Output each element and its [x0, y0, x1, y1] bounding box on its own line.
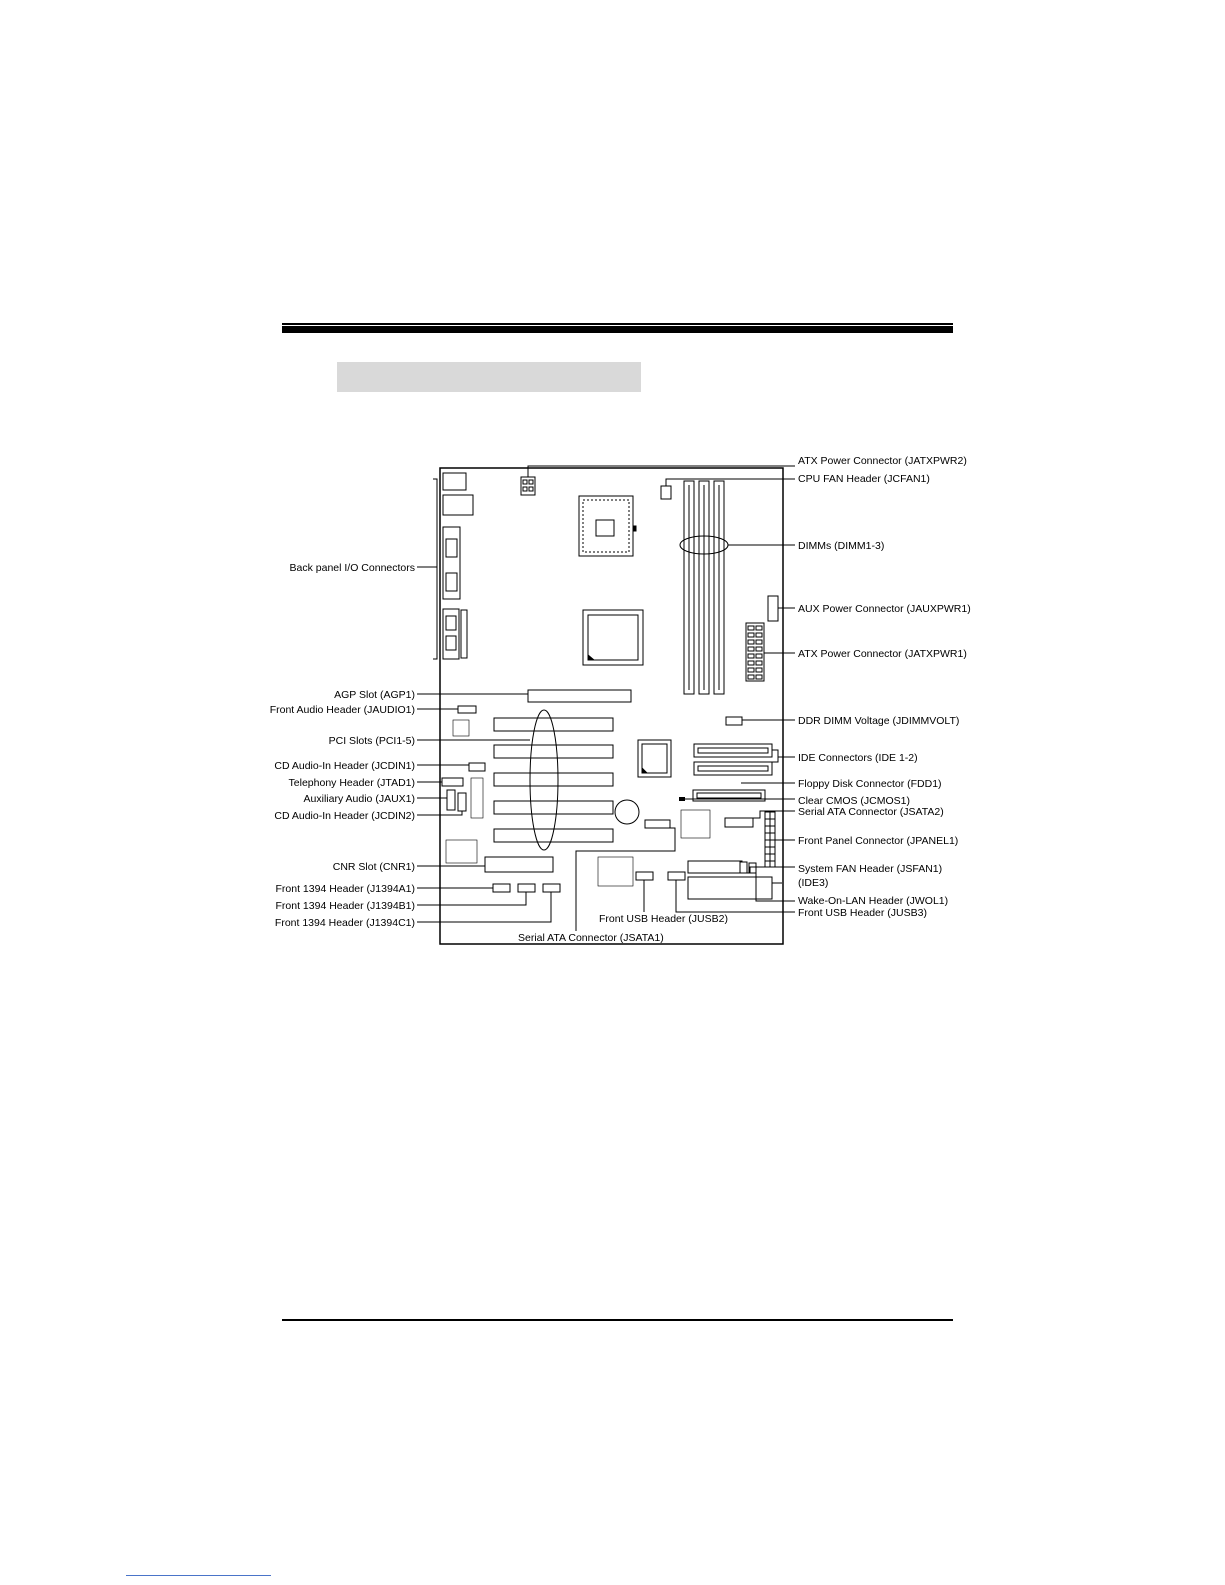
label-wol: Wake-On-LAN Header (JWOL1) [798, 895, 949, 907]
label-atx-power-1: ATX Power Connector (JATXPWR1) [798, 648, 967, 660]
label-1394a: Front 1394 Header (J1394A1) [275, 883, 415, 895]
label-ddr-dimm-voltage: DDR DIMM Voltage (JDIMMVOLT) [798, 715, 960, 727]
front-panel-connector [765, 812, 775, 867]
label-cd-in-2: CD Audio-In Header (JCDIN2) [274, 810, 415, 822]
north-bridge-chip [583, 610, 643, 665]
aux-power-connector [768, 596, 778, 621]
label-cd-in-1: CD Audio-In Header (JCDIN1) [274, 760, 415, 772]
front-audio-header [458, 706, 476, 713]
footnote-rule [126, 1575, 271, 1576]
clear-cmos-jumper [679, 797, 685, 801]
label-clear-cmos: Clear CMOS (JCMOS1) [798, 795, 911, 807]
label-1394c: Front 1394 Header (J1394C1) [274, 917, 415, 929]
front-usb-3-header [668, 872, 685, 880]
label-aux-power: AUX Power Connector (JAUXPWR1) [798, 603, 971, 615]
cmos-battery [615, 800, 639, 824]
atx-power-1-connector [746, 623, 764, 681]
atx-power-2-connector [521, 477, 535, 495]
lan-chip [598, 857, 633, 886]
cnr-slot [485, 857, 553, 872]
label-pci: PCI Slots (PCI1-5) [328, 735, 415, 747]
front-1394-b-header [518, 884, 535, 892]
ddr-dimm-voltage-jumper [726, 717, 742, 725]
sata-controller-chip [681, 810, 710, 838]
label-ide-connectors: IDE Connectors (IDE 1-2) [798, 752, 918, 764]
sata2-connector [725, 818, 753, 827]
label-agp: AGP Slot (AGP1) [334, 689, 415, 701]
system-fan-header [740, 862, 747, 873]
label-usb3: Front USB Header (JUSB3) [798, 907, 927, 919]
label-1394b: Front 1394 Header (J1394B1) [275, 900, 415, 912]
label-telephony: Telephony Header (JTAD1) [288, 777, 415, 789]
agp-slot [528, 690, 631, 702]
small-chip [453, 720, 469, 736]
front-1394-c-header [543, 884, 560, 892]
label-system-fan: System FAN Header (JSFAN1) [798, 863, 943, 875]
dimm-slots [684, 481, 724, 694]
chip-left [446, 840, 477, 863]
label-sata1: Serial ATA Connector (JSATA1) [518, 932, 664, 944]
label-cnr: CNR Slot (CNR1) [332, 861, 415, 873]
label-back-panel: Back panel I/O Connectors [289, 562, 415, 574]
telephony-header [442, 778, 463, 786]
auxiliary-audio-header [447, 790, 455, 810]
label-usb2: Front USB Header (JUSB2) [599, 913, 728, 925]
front-1394-a-header [493, 884, 510, 892]
front-usb-2-header [636, 872, 653, 880]
label-atx-power-2: ATX Power Connector (JATXPWR2) [798, 455, 967, 467]
label-floppy: Floppy Disk Connector (FDD1) [798, 778, 942, 790]
cd-audio-in-1-header [469, 763, 485, 771]
south-bridge-chip [638, 740, 671, 777]
cd-audio-in-2-header [458, 793, 466, 811]
label-front-audio: Front Audio Header (JAUDIO1) [269, 704, 415, 716]
footer-rule [282, 1319, 953, 1321]
label-front-panel: Front Panel Connector (JPANEL1) [798, 835, 959, 847]
sata1-connector [645, 820, 670, 828]
codec-chip [471, 778, 483, 818]
label-dimms: DIMMs (DIMM1-3) [798, 540, 885, 552]
cpu-fan-header [661, 486, 671, 499]
label-aux-audio: Auxiliary Audio (JAUX1) [303, 793, 415, 805]
label-sata2: Serial ATA Connector (JSATA2) [798, 806, 944, 818]
label-cpu-fan: CPU FAN Header (JCFAN1) [798, 473, 930, 485]
label-ide3: (IDE3) [798, 877, 829, 889]
